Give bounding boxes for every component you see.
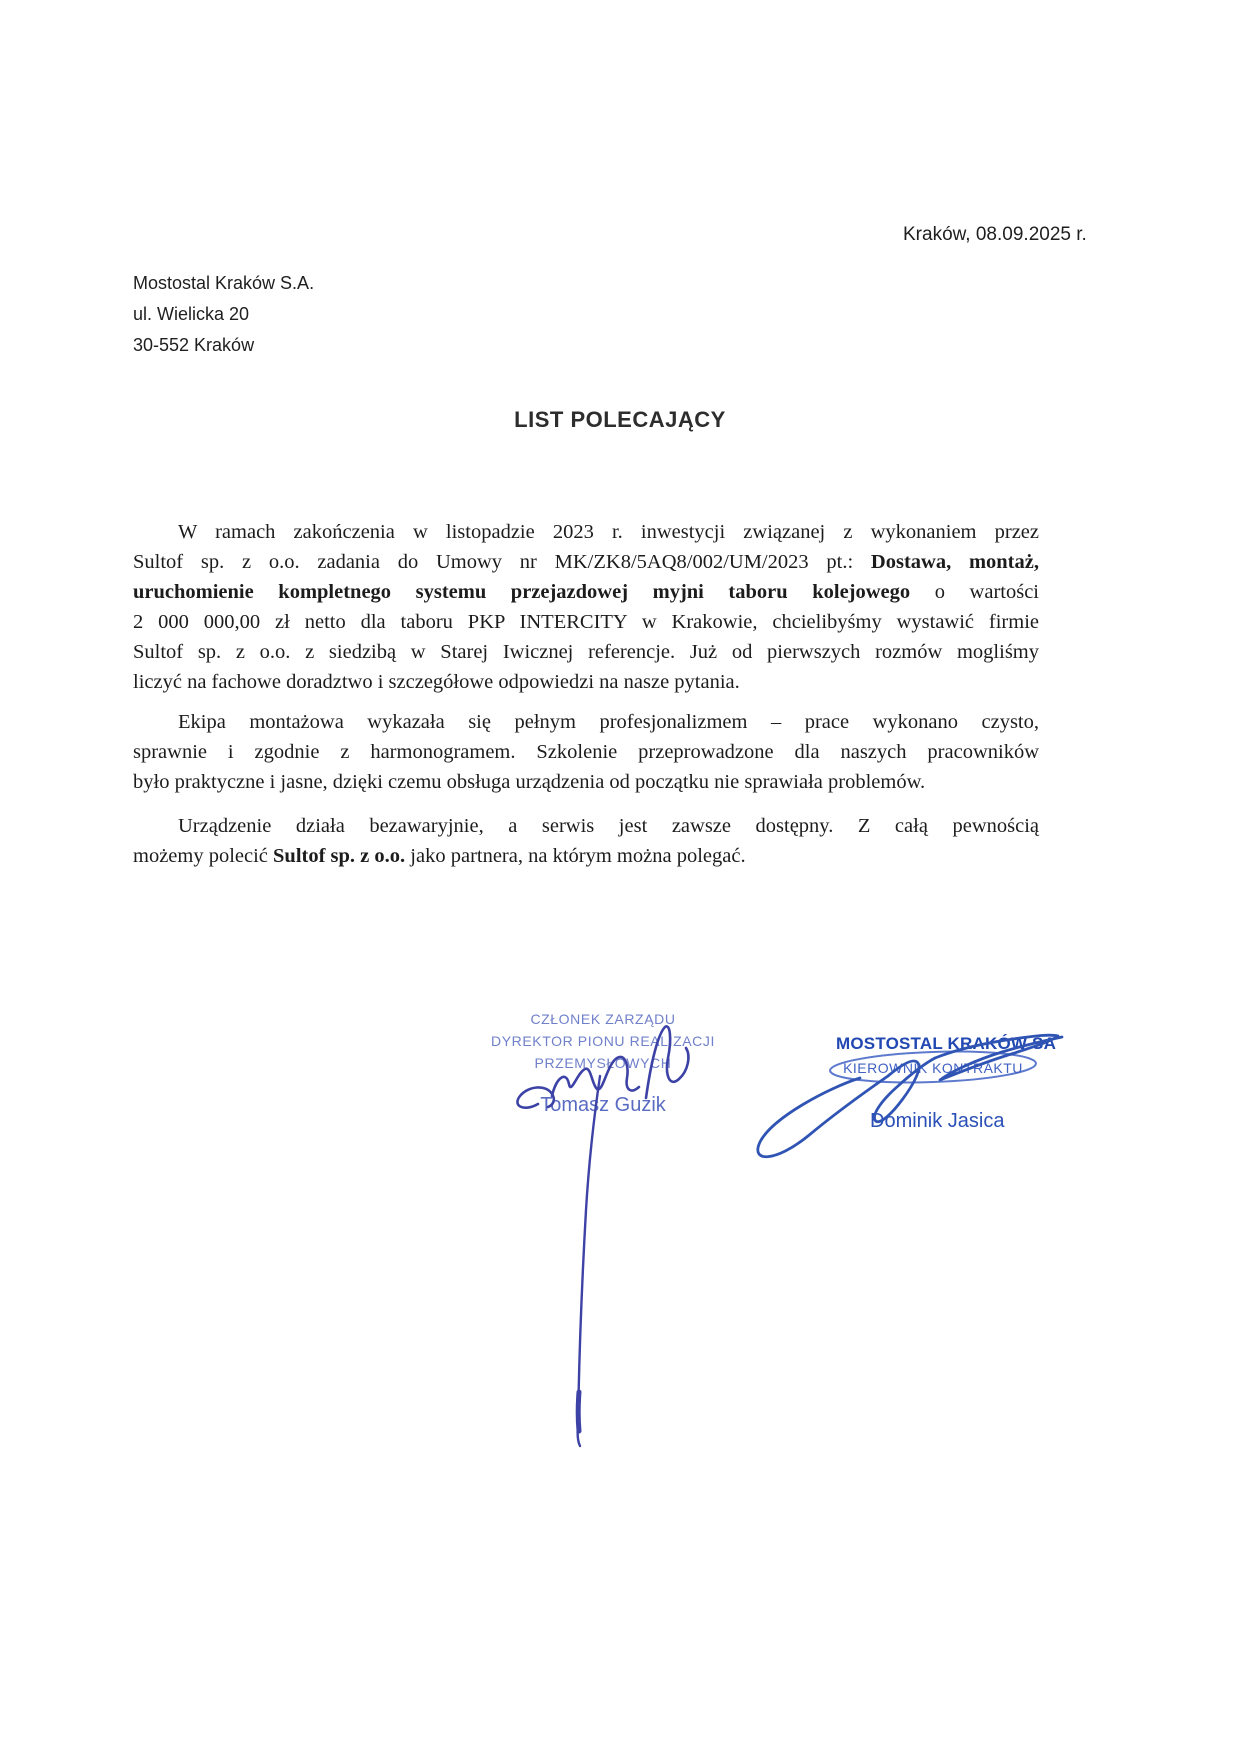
paragraph-1 bbox=[133, 517, 1039, 697]
handwritten-signatures bbox=[420, 1000, 1100, 1460]
body-line bbox=[133, 607, 1039, 637]
text-segment: Urządzenie działa bezawaryjnie, a serwis jest zawsze dostępny. Z całą pewnością bbox=[178, 815, 1039, 837]
body-line bbox=[133, 637, 1039, 667]
right-signature-tall-loop bbox=[874, 1058, 935, 1122]
text-segment: jako partnera, na którym można polegać. bbox=[405, 845, 746, 867]
body-line bbox=[133, 811, 1039, 841]
text-segment: Sultof sp. z o.o. zadania do Umowy nr MK/ZK8/5AQ8/002/UM/2023 pt.: bbox=[133, 551, 871, 573]
body-line bbox=[133, 767, 1039, 797]
body-line bbox=[133, 517, 1039, 547]
left-signature-ascender bbox=[646, 1026, 688, 1098]
right-signatory-name: Dominik Jasica bbox=[870, 1110, 1005, 1132]
stamp-line: DYREKTOR PIONU REALIZACJI bbox=[490, 1033, 715, 1049]
text-segment: możemy polecić bbox=[133, 845, 274, 867]
text-segment: Ekipa montażowa wykazała się pełnym profesjonalizmem – prace wykonano czysto, bbox=[178, 711, 1039, 733]
body-line bbox=[133, 707, 1039, 737]
company-stamp: MOSTOSTAL KRAKÓW SA bbox=[836, 1034, 1057, 1053]
stamp-line: CZŁONEK ZARZĄDU bbox=[530, 1011, 676, 1027]
text-segment: W ramach zakończenia w listopadzie 2023 r. inwestycji związanej z wykonaniem przez bbox=[178, 521, 1039, 543]
letter-body bbox=[133, 0, 1039, 1000]
text-segment: było praktyczne i jasne, dzięki czemu obsługa urządzenia od początku nie sprawiała problemów. bbox=[133, 771, 926, 793]
text-segment: liczyć na fachowe doradztwo i szczegółowe odpowiedzi na nasze pytania. bbox=[133, 671, 740, 693]
body-line bbox=[133, 547, 1039, 577]
left-signature-scribble bbox=[552, 1057, 639, 1096]
recipient-line: Mostostal Kraków S.A. bbox=[133, 273, 315, 293]
role-stamp: KIEROWNIK KONTRAKTU bbox=[843, 1060, 1023, 1076]
body-line bbox=[133, 737, 1039, 767]
body-line bbox=[133, 841, 1039, 871]
left-signatory-name: Tomasz Guzik bbox=[540, 1094, 666, 1116]
left-signature-loop bbox=[517, 1087, 553, 1107]
text-segment: Sultof sp. z o.o. z siedzibą w Starej Iwicznej referencje. Już od pierwszych rozmów mogliśmy bbox=[133, 641, 1039, 663]
body-line bbox=[133, 667, 1039, 697]
kierownik-stamp-oval bbox=[830, 1048, 1037, 1085]
date-line: Kraków, 08.09.2025 r. bbox=[903, 224, 1087, 245]
text-segment: Dostawa, montaż, bbox=[870, 551, 1039, 573]
recipient-line: 30-552 Kraków bbox=[133, 335, 255, 355]
text-segment: uruchomienie kompletnego systemu przejazdowej myjni taboru kolejowego bbox=[133, 581, 911, 603]
right-signature-flourish-tail bbox=[935, 1035, 1062, 1080]
text-segment: 2 000 000,00 zł netto dla taboru PKP INTERCITY w Krakowie, chcielibyśmy wystawić firmie bbox=[133, 611, 1039, 633]
text-segment: sprawnie i zgodnie z harmonogramem. Szkolenie przeprowadzone dla naszych pracowników bbox=[133, 741, 1039, 763]
recipient-line: ul. Wielicka 20 bbox=[133, 304, 250, 324]
body-line bbox=[133, 577, 1039, 607]
text-segment: Sultof sp. z o.o. bbox=[273, 845, 406, 867]
letter-title: LIST POLECAJĄCY bbox=[514, 407, 726, 432]
right-signature-crescent bbox=[758, 1076, 888, 1157]
paragraph-3 bbox=[133, 811, 1039, 871]
text-segment: o wartości bbox=[910, 581, 1039, 603]
paragraph-2 bbox=[133, 707, 1039, 797]
left-signature-descender-thick-end bbox=[578, 1392, 579, 1431]
stamp-line: PRZEMYSŁOWYCH bbox=[534, 1055, 672, 1071]
